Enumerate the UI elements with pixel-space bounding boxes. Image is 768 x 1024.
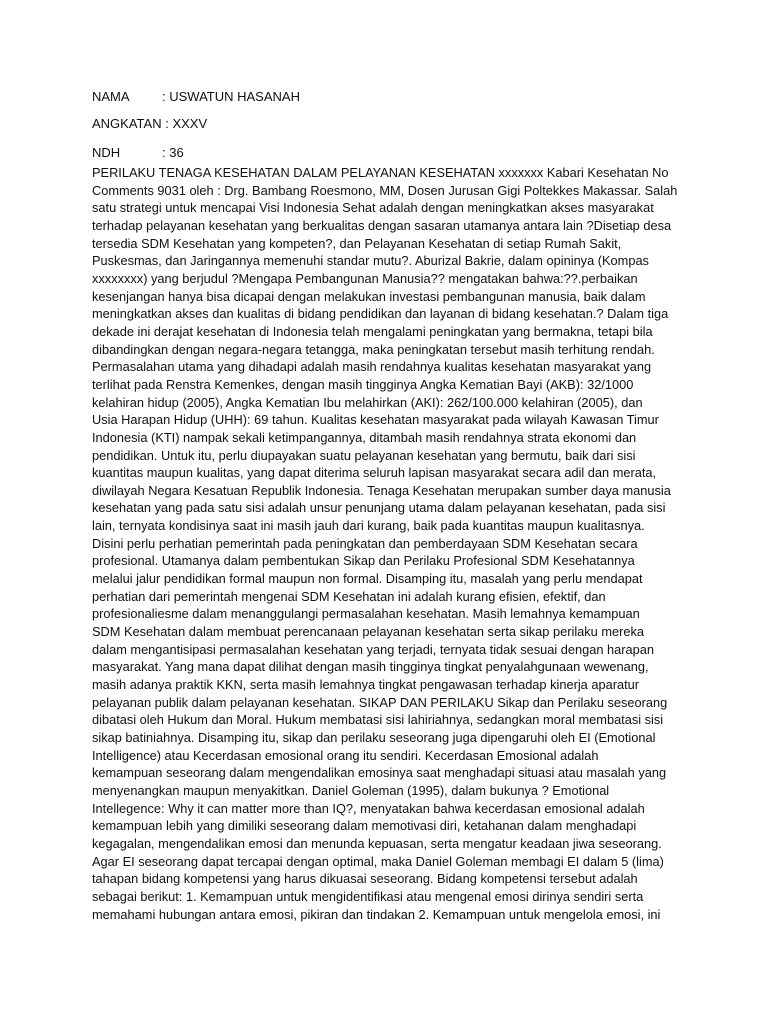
paragraph-line: kuantitas maupun kualitas, yang dapat diterima seluruh lapisan masyarakat secara adil dan merata, <box>92 465 657 481</box>
paragraph-line: Intellegence: Why it can matter more than IQ?, menyatakan bahwa kecerdasan emosional adalah <box>92 800 645 816</box>
paragraph-line: satu strategi untuk mencapai Visi Indonesia Sehat adalah dengan meningkatkan akses masyarakat <box>92 200 654 216</box>
paragraph-line: melalui jalur pendidikan formal maupun non formal. Disamping itu, masalah yang perlu mendapat <box>92 571 643 587</box>
paragraph-line: dekade ini derajat kesehatan di Indonesia telah mengalami peningkatan yang bermakna, tetapi bila <box>92 323 653 339</box>
ndh-label: NDH <box>92 145 121 160</box>
name-row <box>92 88 300 105</box>
paragraph-line: terlihat pada Renstra Kemenkes, dengan masih tingginya Angka Kematian Bayi (AKB): 32/1000 <box>92 376 634 392</box>
batch-row <box>92 115 207 132</box>
paragraph-line: dibatasi oleh Hukum dan Moral. Hukum membatasi sisi lahiriahnya, sedangkan moral membatasi sisi <box>92 712 664 728</box>
paragraph-line: kelahiran hidup (2005), Angka Kematian Ibu melahirkan (AKI): 262/100.000 kelahiran (2005), dan <box>92 394 643 410</box>
paragraph-line: lain, ternyata kondisinya saat ini masih jauh dari kurang, baik pada kuantitas maupun kualitasnya. <box>92 518 645 534</box>
paragraph-line: profesionaliesme dalam menanggulangi permasalahan kesehatan. Masih lemahnya kemampuan <box>92 606 640 622</box>
paragraph-line: sebagai berikut: 1. Kemampuan untuk mengidentifikasi atau mengenal emosi dirinya sendiri serta <box>92 888 644 904</box>
paragraph-line: perhatian dari pemerintah mengenai SDM Kesehatan ini adalah kurang efisien, efektif, dan <box>92 588 606 604</box>
paragraph-line: pelayanan publik dalam pelayanan kesehatan. SIKAP DAN PERILAKU Sikap dan Perilaku seseorang <box>92 694 668 710</box>
paragraph-line: terhadap pelayanan kesehatan yang berkualitas dengan sasaran utamanya antara lain ?Disetiap desa <box>92 217 672 233</box>
paragraph-line: kesehatan yang pada satu sisi adalah unsur penunjang utama dalam pelayanan kesehatan, pada sisi <box>92 500 666 516</box>
paragraph-line: PERILAKU TENAGA KESEHATAN DALAM PELAYANAN KESEHATAN xxxxxxx Kabari Kesehatan No <box>92 165 669 180</box>
paragraph-line: kemampuan seseorang dalam mengendalikan emosinya saat menghadapi situasi atau masalah yang <box>92 765 667 781</box>
paragraph-line: menyenangkan maupun menyakitkan. Daniel Goleman (1995), dalam bukunya ? Emotional <box>92 782 610 798</box>
paragraph-line: tahapan bidang kompetensi yang harus dikuasai seseorang. Bidang kompetensi tersebut adalah <box>92 871 638 887</box>
batch-label: ANGKATAN : <box>92 116 169 131</box>
paragraph-line: xxxxxxxx) yang berjudul ?Mengapa Pembangunan Manusia?? mengatakan bahwa:??.perbaikan <box>92 270 638 286</box>
paragraph-line: SDM Kesehatan dalam membuat perencanaan pelayanan kesehatan serta sikap perilaku mereka <box>92 624 645 640</box>
paragraph-line: Puskesmas, dan Jaringannya memenuhi standar mutu?. Aburizal Bakrie, dalam opininya (Kompas <box>92 253 649 269</box>
batch-value: XXXV <box>172 116 208 131</box>
name-label: NAMA <box>92 89 130 104</box>
paragraph-line: kemampuan lebih yang dimiliki seseorang dalam memotivasi diri, ketahanan dalam menghadapi <box>92 818 637 834</box>
ndh-value: : 36 <box>162 145 184 160</box>
paragraph-line: diwilayah Negara Kesatuan Republik Indonesia. Tenaga Kesehatan merupakan sumber daya manusia <box>92 482 671 498</box>
paragraph-line: Indonesia (KTI) nampak sekali ketimpangannya, ditambah masih rendahnya strata ekonomi dan <box>92 429 637 445</box>
paragraph-line: Intelligence) atau Kecerdasan emosional orang itu sendiri. Kecerdasan Emosional adalah <box>92 747 599 763</box>
paragraph-line: kegagalan, mengendalikan emosi dan menunda kepuasan, serta mengatur keadaan jiwa seseorang. <box>92 835 662 851</box>
paragraph-line: tersedia SDM Kesehatan yang kompeten?, dan Pelayanan Kesehatan di setiap Rumah Sakit, <box>92 235 622 251</box>
paragraph-line: Usia Harapan Hidup (UHH): 69 tahun. Kualitas kesehatan masyarakat pada wilayah Kawasan Timur <box>92 412 659 428</box>
paragraph-line: masyarakat. Yang mana dapat dilihat dengan masih tingginya tingkat penyalahgunaan wewenang, <box>92 659 649 675</box>
paragraph-line: pendidikan. Untuk itu, perlu diupayakan suatu pelayanan kesehatan yang bermutu, baik dari sisi <box>92 447 636 463</box>
paragraph-line: sikap batiniahnya. Disamping itu, sikap dan perilaku seseorang juga dipengaruhi oleh EI (Emotional <box>92 730 656 745</box>
paragraph-line: Permasalahan utama yang dihadapi adalah masih rendahnya kualitas kesehatan masyarakat yang <box>92 359 652 375</box>
paragraph-line: dalam mengantisipasi permasalahan kesehatan yang terjadi, ternyata tidak sesuai dengan harapan <box>92 641 655 657</box>
paragraph-line: Agar EI seseorang dapat tercapai dengan optimal, maka Daniel Goleman membagi EI dalam 5 (lima) <box>92 853 664 869</box>
paragraph-line: meningkatkan akses dan kualitas di bidang pendidikan dan layanan di bidang kesehatan.? Dalam tiga <box>92 306 669 322</box>
ndh-row <box>92 144 184 161</box>
paragraph-line: memahami hubungan antara emosi, pikiran dan tindakan 2. Kemampuan untuk mengelola emosi, ini <box>92 906 661 922</box>
essay-body <box>92 164 680 923</box>
paragraph-line: Comments 9031 oleh : Drg. Bambang Roesmono, MM, Dosen Jurusan Gigi Poltekkes Makassar. Salah <box>92 182 678 198</box>
name-value: : USWATUN HASANAH <box>162 89 300 104</box>
paragraph-line: profesional. Utamanya dalam pembentukan Sikap dan Perilaku Profesional SDM Kesehatannya <box>92 553 635 569</box>
paragraph-line: Disini perlu perhatian pemerintah pada peningkatan dan pemberdayaan SDM Kesehatan secara <box>92 535 638 551</box>
paragraph-line: dibandingkan dengan negara-negara tetangga, maka peningkatan tersebut masih terhitung rendah. <box>92 341 655 357</box>
paragraph-line: masih adanya praktik KKN, serta masih lemahnya tingkat pengawasan terhadap kinerja aparatur <box>92 677 640 693</box>
paragraph-line: kesenjangan hanya bisa dicapai dengan melakukan investasi pembangunan manusia, baik dalam <box>92 288 646 304</box>
